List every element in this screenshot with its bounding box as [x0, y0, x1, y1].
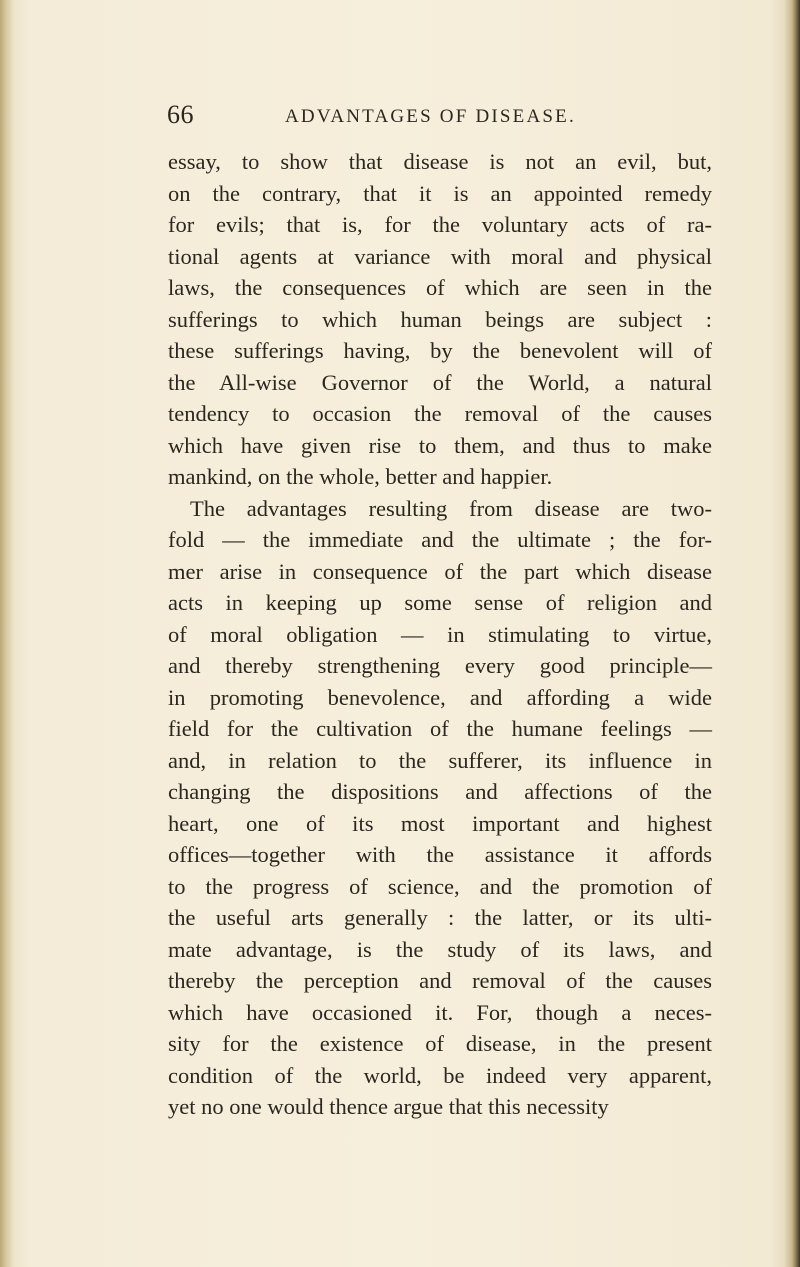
text-line: which have given rise to them, and thus to make — [168, 432, 712, 458]
text-line: sufferings to which human beings are subject : — [168, 306, 712, 332]
text-line: acts in keeping up some sense of religion and — [168, 590, 712, 615]
text-line: for evils; that is, for the voluntary acts of ra- — [168, 212, 712, 237]
text-line: condition of the world, be indeed very apparent, — [168, 1062, 712, 1088]
text-line: heart, one of its most important and highest — [168, 810, 712, 836]
text-line: offices—together with the assistance it affords — [168, 842, 712, 867]
running-head: ADVANTAGES OF DISEASE. — [285, 106, 576, 127]
text-line: to the progress of science, and the promotion of — [168, 873, 712, 899]
text-line: and, in relation to the sufferer, its influence in — [168, 747, 712, 773]
text-line: which have occasioned it. For, though a neces- — [168, 999, 712, 1025]
text-line: mate advantage, is the study of its laws, and — [168, 936, 712, 962]
text-line: yet no one would thence argue that this necessity — [168, 1094, 609, 1119]
text-line: mankind, on the whole, better and happier. — [168, 464, 553, 489]
text-line: on the contrary, that it is an appointed remedy — [168, 180, 712, 206]
text-line: of moral obligation — in stimulating to virtue, — [168, 621, 712, 647]
text-line: essay, to show that disease is not an evil, but, — [168, 149, 712, 174]
page-header — [167, 100, 617, 134]
text-line: mer arise in consequence of the part which disease — [168, 558, 712, 584]
text-line: the All-wise Governor of the World, a natural — [168, 369, 712, 395]
text-line: thereby the perception and removal of the causes — [168, 968, 712, 993]
text-line: sity for the existence of disease, in the present — [168, 1031, 712, 1056]
page-gutter-shadow — [0, 0, 14, 1267]
text-line: the useful arts generally : the latter, or its ulti- — [168, 905, 712, 930]
text-line: changing the dispositions and affections of the — [168, 779, 712, 804]
text-line: tendency to occasion the removal of the causes — [168, 401, 712, 426]
page-edge-shadow — [784, 0, 800, 1267]
text-line: these sufferings having, by the benevolent will of — [168, 338, 712, 363]
page-number: 66 — [167, 100, 194, 129]
text-line: in promoting benevolence, and affording a wide — [168, 684, 712, 710]
text-line: field for the cultivation of the humane feelings — — [168, 716, 712, 741]
text-line: tional agents at variance with moral and physical — [168, 243, 712, 269]
text-line: laws, the consequences of which are seen in the — [168, 275, 712, 300]
text-line: The advantages resulting from disease are two- — [190, 495, 712, 521]
text-line: and thereby strengthening every good principle— — [168, 653, 712, 678]
body-text — [168, 146, 712, 1123]
text-line: fold — the immediate and the ultimate ; the for- — [168, 527, 712, 552]
